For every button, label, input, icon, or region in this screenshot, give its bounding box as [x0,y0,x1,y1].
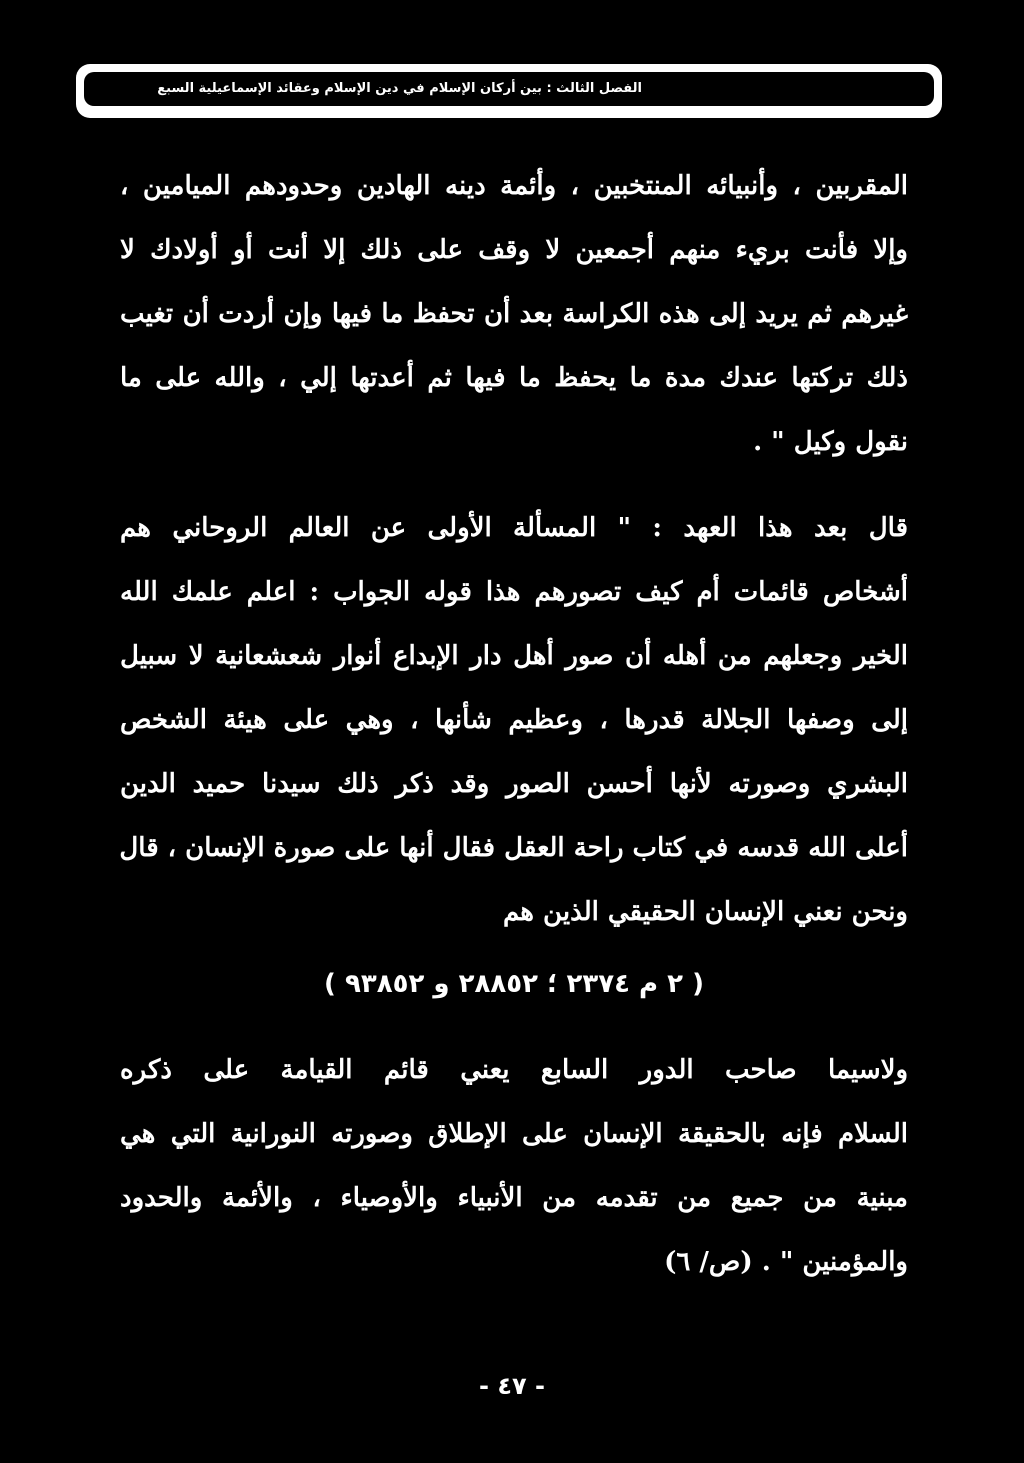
text-line: ونحن نعني الإنسان الحقيقي الذين هم [502,897,908,927]
running-header-inner [84,72,934,106]
text-line: ذلك تركتها عندك مدة ما يحفظ ما فيها ثم أعدتها إلي ، والله على ما [120,363,909,393]
text-line: أشخاص قائمات أم كيف تصورهم هذا قوله الجواب : اعلم علمك الله [120,577,908,607]
text-line: السلام فإنه بالحقيقة الإنسان على الإطلاق وصورته النورانية التي هي [120,1119,908,1149]
text-line: والمؤمنين " . (ص/ ٦) [664,1247,908,1277]
text-line: أعلى الله قدسه في كتاب راحة العقل فقال أنها على صورة الإنسان ، قال [119,833,908,863]
page-body [120,154,908,1294]
text-line: ولاسيما صاحب الدور السابع يعني قائم القيامة على ذكره [120,1055,908,1085]
text-line: إلى وصفها الجلالة قدرها ، وعظيم شأنها ، وهي على هيئة الشخص [120,705,908,735]
text-line: البشري وصورته لأنها أحسن الصور وقد ذكر ذلك سيدنا حميد الدين [120,769,908,799]
text-line: الخير وجعلهم من أهله أن صور أهل دار الإبداع أنوار شعشعانية لا سبيل [120,641,908,671]
paragraph-3 [120,1038,908,1294]
running-header [76,64,942,118]
running-header-title: الفصل الثالث : بين أركان الإسلام في دين الإسلام وعقائد الإسماعيلية السبع [157,81,642,96]
text-line: وإلا فأنت بريء منهم أجمعين لا وقف على ذلك إلا أنت أو أولادك لا [120,235,908,265]
text-line: المقربين ، وأنبيائه المنتخبين ، وأئمة دينه الهادين وحدودهم الميامين ، [120,171,908,201]
text-line: نقول وكيل " . [753,427,908,457]
text-line: مبنية من جميع من تقدمه من الأنبياء والأوصياء ، والأئمة والحدود [120,1183,908,1213]
reference-numbers: ( ٢ م ٢٣٧٤ ؛ ٢٨٨٥٢ و ٩٣٨٥٢ ) [324,969,704,999]
text-line: قال بعد هذا العهد : " المسألة الأولى عن العالم الروحاني هم [120,513,908,543]
paragraph-1 [120,154,908,474]
page-number: - ٤٧ - [479,1372,545,1400]
paragraph-2 [120,496,908,944]
text-line: غيرهم ثم يريد إلى هذه الكراسة بعد أن تحفظ ما فيها وإن أردت أن تغيب [120,299,908,329]
